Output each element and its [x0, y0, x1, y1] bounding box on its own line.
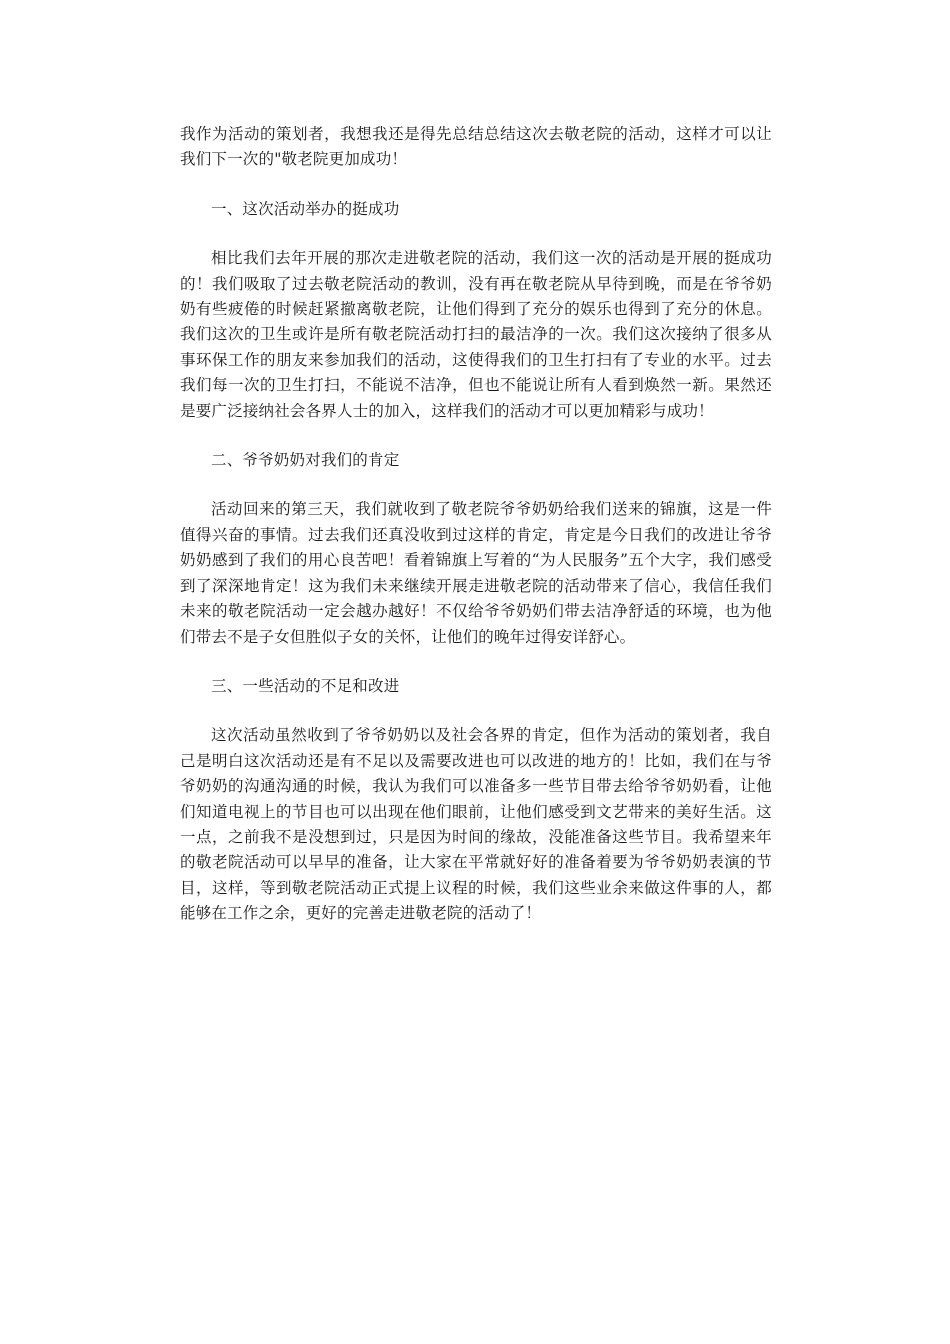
section-2-paragraph: 活动回来的第三天，我们就收到了敬老院爷爷奶奶给我们送来的锦旗，这是一件值得兴奋的事情。过去我们还真没收到过这样的肯定，肯定是今日我们的改进让爷爷奶奶感到了我们的用心良苦吧！看着锦旗上写着的“为人民服务”五个大字，我们感受到了深深地肯定！这为我们未来继续开展走进敬老院的活动带来了信心，我信任我们未来的敬老院活动一定会越办越好！不仅给爷爷奶奶们带去洁净舒适的环境，也为他们带去不是子女但胜似子女的关怀，让他们的晚年过得安详舒心。	[180, 500, 772, 646]
document-body	[180, 122, 772, 951]
section-1-paragraph: 相比我们去年开展的那次走进敬老院的活动，我们这一次的活动是开展的挺成功的！我们吸取了过去敬老院活动的教训，没有再在敬老院从早待到晚，而是在爷爷奶奶有些疲倦的时候赶紧撤离敬老院，让他们得到了充分的娱乐也得到了充分的休息。我们这次的卫生或许是所有敬老院活动打扫的最洁净的一次。我们这次接纳了很多从事环保工作的朋友来参加我们的活动，这使得我们的卫生打扫有了专业的水平。过去我们每一次的卫生打扫，不能说不洁净，但也不能说让所有人看到焕然一新。果然还是要广泛接纳社会各界人士的加入，这样我们的活动才可以更加精彩与成功！	[180, 249, 772, 420]
section-2-heading: 二、爷爷奶奶对我们的肯定	[211, 451, 400, 470]
section-1-heading: 一、这次活动举办的挺成功	[211, 199, 400, 218]
section-3-heading: 三、一些活动的不足和改进	[211, 676, 400, 695]
intro-paragraph: 我作为活动的策划者，我想我还是得先总结总结这次去敬老院的活动，这样才可以让我们下一次的"敬老院更加成功！	[180, 125, 772, 169]
section-3-paragraph: 这次活动虽然收到了爷爷奶奶以及社会各界的肯定，但作为活动的策划者，我自己是明白这次活动还是有不足以及需要改进也可以改进的地方的！比如，我们在与爷爷奶奶的沟通沟通的时候，我认为我们可以准备多一些节目带去给爷爷奶奶看，让他们知道电视上的节目也可以出现在他们眼前，让他们感受到文艺带来的美好生活。这一点，之前我不是没想到过，只是因为时间的缘故，没能准备这些节目。我希望来年的敬老院活动可以早早的准备，让大家在平常就好好的准备着要为爷爷奶奶表演的节目，这样，等到敬老院活动正式提上议程的时候，我们这些业余来做这件事的人，都能够在工作之余，更好的完善走进敬老院的活动了！	[180, 726, 772, 923]
